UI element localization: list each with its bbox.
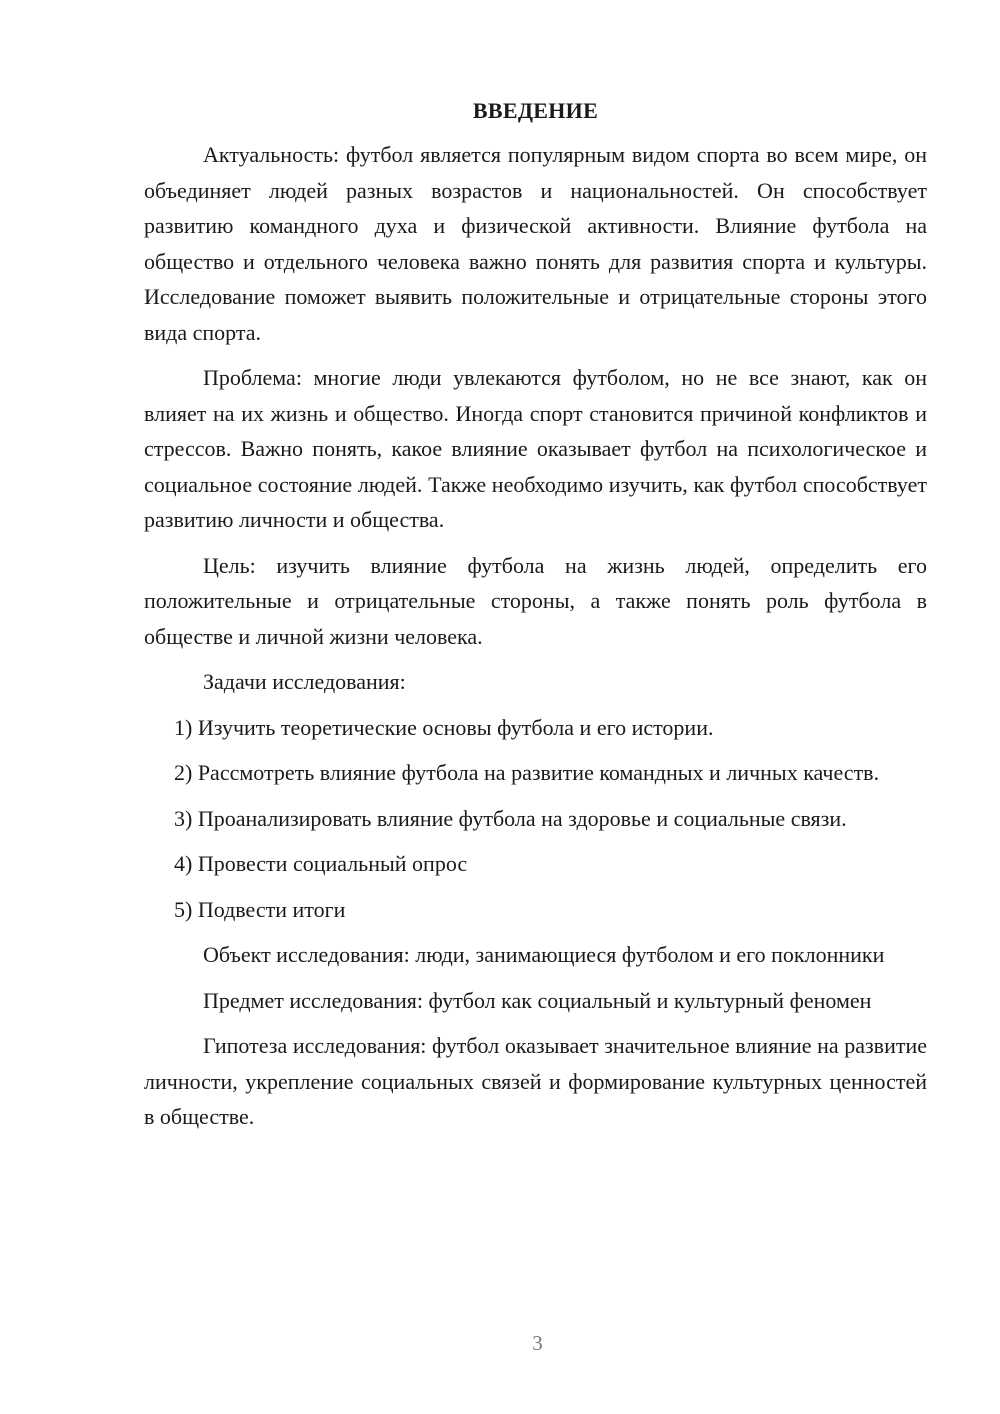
paragraph-problem: Проблема: многие люди увлекаются футболом, но не все знают, как он влияет на их жизнь и общество. Иногда спорт становится причиной конфликтов и стрессов. Важно понять, какое влияние оказывает футбол на психологическое и социальное состояние людей. Также необходимо изучить, как футбол способствует развитию личности и общества. [144,365,927,532]
paragraph-relevance: Актуальность: футбол является популярным видом спорта во всем мире, он объединяет людей разных возрастов и национальностей. Он способствует развитию командного духа и физической активности. Влияние футбола на общество и отдельного человека важно понять для развития спорта и культуры. Исследование поможет выявить положительные и отрицательные стороны этого вида спорта. [144,142,927,345]
paragraph-hypothesis: Гипотеза исследования: футбол оказывает значительное влияние на развитие личности, укрепление социальных связей и формирование культурных ценностей в обществе. [144,1033,927,1129]
paragraph-object: Объект исследования: люди, занимающиеся футболом и его поклонники [203,942,885,967]
paragraph-subject: Предмет исследования: футбол как социальный и культурный феномен [203,987,872,1013]
list-item: 2) Рассмотреть влияние футбола на развитие командных и личных качеств. [174,760,880,785]
document-page [144,95,927,1145]
page-number: 3 [532,1331,543,1355]
list-item: 5) Подвести итоги [174,896,346,922]
page-title: ВВЕДЕНИЕ [472,98,599,123]
list-item: 3) Проанализировать влияние футбола на здоровье и социальные связи. [174,805,847,831]
list-item: 1) Изучить теоретические основы футбола и его истории. [174,714,714,740]
tasks-title: Задачи исследования: [203,669,406,694]
paragraph-goal: Цель: изучить влияние футбола на жизнь людей, определить его положительные и отрицательные стороны, а также понять роль футбола в обществе и личной жизни человека. [144,552,927,649]
list-item: 4) Провести социальный опрос [174,851,468,876]
